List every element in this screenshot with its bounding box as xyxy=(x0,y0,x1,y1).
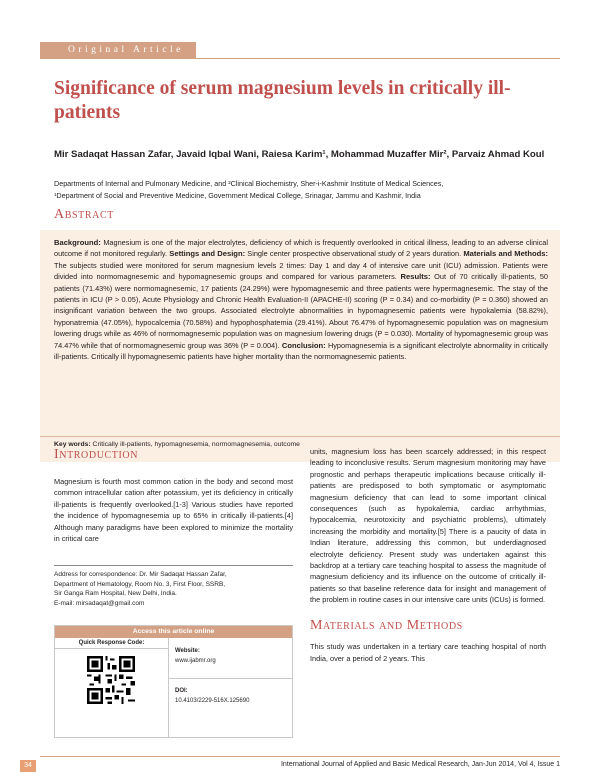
website-label: Website: xyxy=(175,648,200,654)
setting-label: Settings and Design: xyxy=(169,249,246,259)
background-label: Background: xyxy=(54,238,101,247)
correspondence-line: Department of Hematology, Room No. 3, First Floor, SSRB, xyxy=(54,580,226,588)
affiliation-line: ¹Department of Social and Preventive Medicine, Government Medical College, Srinagar, Jammu and Kashmir, India xyxy=(54,190,421,200)
results-text: Out of 70 critically ill-patients, 50 patients (71.43%) were normomagnesemic, 17 patients (24.29%) were hypomagnesemic and three patients were hypermagnesemic. The stay of the patients in ICU (P > 0.05), Acute Physiology and Chronic Health Evaluation-II (APACHE-II) scoring (P = 0.34) and co-morbidity (P = 0.360) showed an insignificant variation between the two groups. Associated electrolyte abnormalities in hypomagnesemic patients were hypokalemia (58.82%), hyponatremia (47.05%), hypocalcemia (70.58%) and hypophosphatemia (29.41%). About 76.47% of hypomagnesemic population was on magnesium lowering drugs while as 46% of normomagnesemic population was on magnesium lowering drugs (P = 0.030). Mortality of hypomagnesemic group was 74.47% while that of normomagnesemic group was 36% (P = 0.004). xyxy=(54,272,549,350)
abstract-heading: Abstract xyxy=(54,207,114,222)
intro-paragraph-2: units, magnesium loss has been scarcely addressed; in this respect leading to inconclusive results. Serum magnesium monitoring may have prognostic and perhaps therapeutic implications because critically ill-patients are predisposed to both symptomatic or asymptomatic magnesium deficiency that can lead to some important clinical consequences (such as hypokalemia, cardiac arrhythmias, hypocalcemia, neurotoxicity and psychiatric problems), ultimately increasing the morbidity and mortality.[5] There is a paucity of data in Indian literature, addressing this common, but underdiagnosed electrolyte deficiency. Present study was undertaken against this backdrop at a tertiary care teaching hospital to assess the magnitude of magnesium deficiency and its influence on the outcome of critically ill-patients so that baseline reference data for insight and management of the problem in routine cases in our intensive care units (ICUs) is formed. xyxy=(310,447,546,605)
methods-text: The subjects studied were monitored for serum magnesium levels 2 times: Day 1 and day 4 of intensive care unit (ICU) admission. Patients were divided into normomagnesemic and hypomagnesemic groups and compared for various parameters. xyxy=(54,260,548,282)
results-label: Results: xyxy=(400,272,431,282)
article-title: Significance of serum magnesium levels in critically ill-patients xyxy=(54,78,511,123)
conclusion-text: Hypomagnesemia is a significant electrolyte abnormality in critically ill-patients. Critically ill hypomagnesemic patients have higher mortality than the normomagnesemic patients. xyxy=(54,340,549,362)
methods-heading: Materials and Methods xyxy=(310,617,463,633)
website-link[interactable]: www.ijabmr.org xyxy=(175,658,216,664)
website-block xyxy=(175,646,216,666)
correspondence-email[interactable]: E-mail: mirsadaqat@gmail.com xyxy=(54,599,145,607)
qr-cell xyxy=(55,638,169,738)
correspondence-divider xyxy=(54,565,293,566)
access-divider xyxy=(169,678,292,679)
page-number: 34 xyxy=(20,760,36,772)
right-column xyxy=(310,446,546,664)
setting-text: Single center prospective observational study of 2 years duration. xyxy=(247,249,462,259)
doi-link[interactable]: 10.4103/2229-516X.125690 xyxy=(175,698,250,704)
article-type-badge: Original Article xyxy=(40,42,196,59)
author-list: Mir Sadaqat Hassan Zafar, Javaid Iqbal Wani, Raiesa Karim¹, Mohammad Muzaffer Mir², Parvaiz Ahmad Koul xyxy=(54,149,545,160)
abstract-text xyxy=(54,237,548,362)
qr-code-icon[interactable] xyxy=(87,656,135,704)
correspondence-block xyxy=(54,570,293,608)
affiliation-line: Departments of Internal and Pulmonary Medicine, and ²Clinical Biochemistry, Sher-i-Kashmir Institute of Medical Sciences, xyxy=(54,179,444,188)
correspondence-line: Sir Ganga Ram Hospital, New Delhi, India. xyxy=(54,590,177,598)
conclusion-label: Conclusion: xyxy=(281,340,326,350)
qr-label: Quick Response Code: xyxy=(55,638,168,649)
journal-citation: International Journal of Applied and Basic Medical Research, Jan-Jun 2014, Vol 4, Issue 1 xyxy=(280,761,560,768)
keywords-divider xyxy=(40,436,560,437)
affiliations xyxy=(54,178,554,201)
correspondence-line: Address for correspondence: Dr. Mir Sadaqat Hassan Zafar, xyxy=(54,571,227,578)
doi-label: DOI: xyxy=(175,688,188,694)
methods-paragraph-1: This study was undertaken in a tertiary care teaching hospital of north India, over a period of 2 years. This xyxy=(310,642,546,663)
footer-rule xyxy=(40,756,560,757)
methods-label: Materials and Methods: xyxy=(463,249,548,259)
access-heading: Access this article online xyxy=(55,626,292,638)
header-rule xyxy=(196,58,560,59)
keywords-text: Critically ill-patients, hypomagnesemia, normomagnesemia, outcome xyxy=(92,441,300,448)
keywords-label: Key words: xyxy=(54,441,91,448)
doi-block xyxy=(175,686,249,706)
access-online-box xyxy=(54,625,293,738)
background-text: Magnesium is one of the major electrolytes, deficiency of which is frequently overlooked in critical illness, leading to an adverse clinical outcome if not monitored regularly. xyxy=(54,238,548,259)
intro-paragraph-1: Magnesium is fourth most common cation in the body and second most common intracellular cation after potassium, yet its deficiency in critically ill-patients is frequently overlooked.[1-3] Various studies have reported the incidence of hypomagnesemia up to 65% in critically ill-patients.[4] Although many paradigms have been explored to minimize the mortality in critical care xyxy=(54,477,293,544)
introduction-heading: Introduction xyxy=(54,447,139,462)
